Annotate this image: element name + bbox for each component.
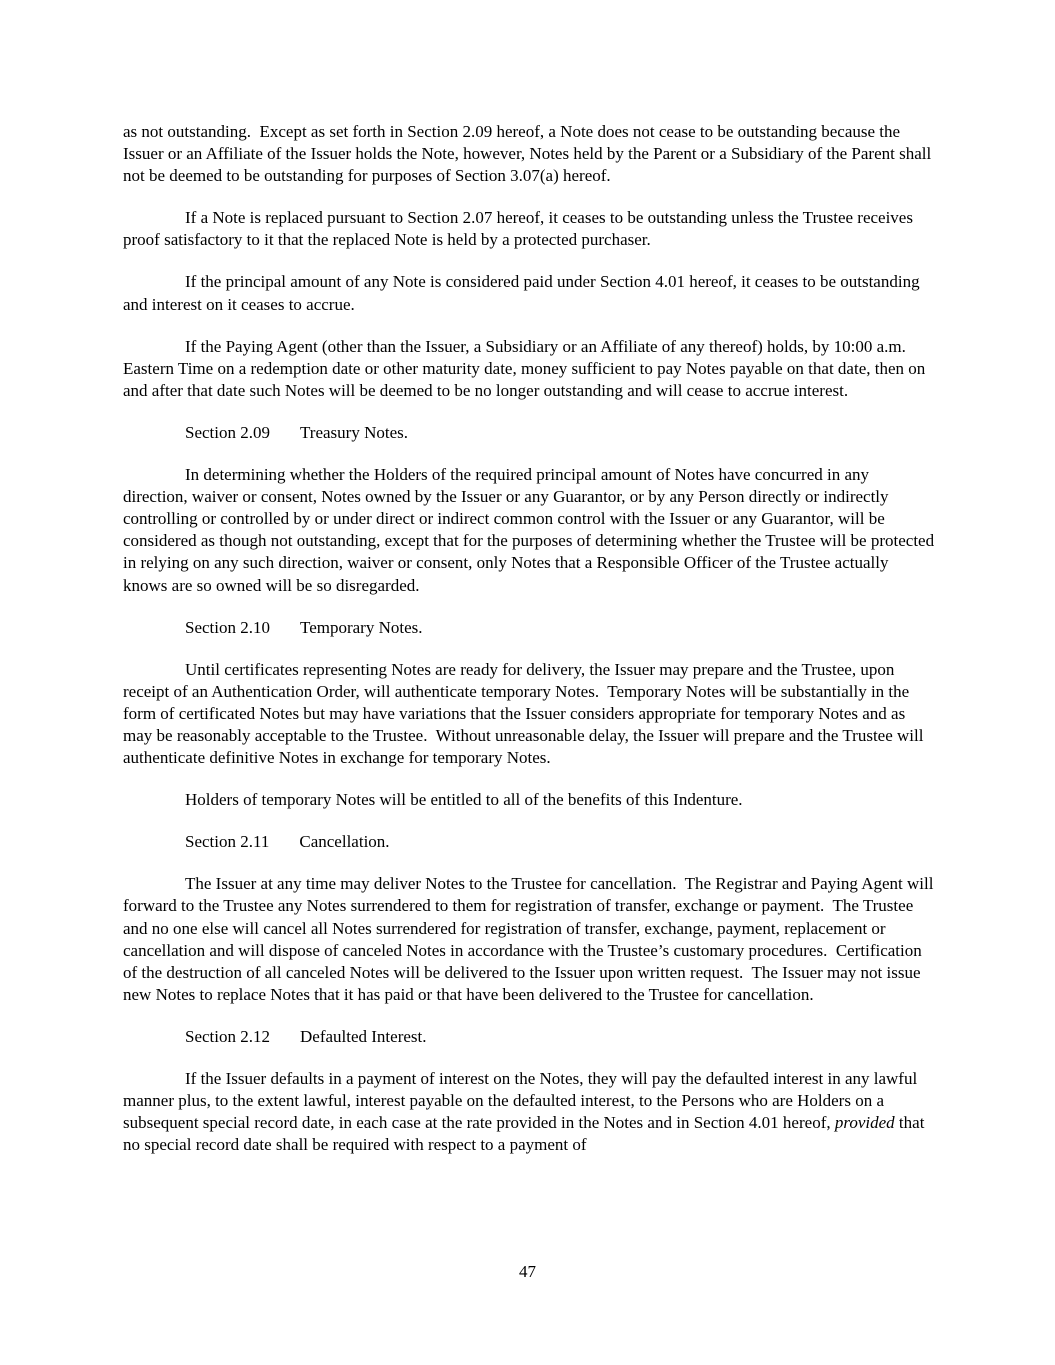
paragraph-treasury-notes: In determining whether the Holders of the required principal amount of Notes have concurred in any direction, waiver or consent, Notes owned by the Issuer or any Guarantor, or by any Person directly or indirectly controlling or controlled by or under direct or indirect common control with the Issuer or any Guarantor, will be considered as though not outstanding, except that for the purposes of determining whether the Trustee will be protected in relying on any such direction, waiver or consent, only Notes that a Responsible Officer of the Trustee actually knows are so owned will be so disregarded.	[123, 465, 939, 595]
section-title: Temporary Notes.	[300, 617, 423, 637]
paragraph-replaced-note: If a Note is replaced pursuant to Section 2.07 hereof, it ceases to be outstanding unless the Trustee receives proof satisfactory to it that the replaced Note is held by a protected purchaser.	[123, 208, 918, 250]
section-heading-2-11	[123, 831, 935, 853]
paragraph-paying-agent: If the Paying Agent (other than the Issuer, a Subsidiary or an Affiliate of any thereof) holds, by 10:00 a.m. Eastern Time on a redemption date or other maturity date, money sufficient to pay Notes payable on that date, then on and after that date such Notes will be deemed to be no longer outstanding and will cease to accrue interest.	[123, 336, 930, 400]
section-heading-2-12	[123, 1026, 935, 1048]
section-heading-2-10	[123, 617, 935, 639]
section-number: Section 2.09	[185, 422, 270, 442]
section-number: Section 2.12	[185, 1026, 270, 1046]
paragraph-cancellation: The Issuer at any time may deliver Notes to the Trustee for cancellation. The Registrar and Paying Agent will forward to the Trustee any Notes surrendered to them for registration of transfer, exchange or payment. The Trustee and no one else will cancel all Notes surrendered for registration of transfer, exchange, payment, replacement or cancellation and will dispose of canceled Notes in accordance with the Trustee’s customary procedures. Certification of the destruction of all canceled Notes will be delivered to the Issuer upon written request. The Issuer may not issue new Notes to replace Notes that it has paid or that have been delivered to the Trustee for cancellation.	[123, 874, 938, 1004]
section-title: Cancellation.	[299, 832, 390, 852]
paragraph-temporary-notes: Until certificates representing Notes are ready for delivery, the Issuer may prepare and the Trustee, upon receipt of an Authentication Order, will authenticate temporary Notes. Temporary Notes will be substantially in the form of certificated Notes but may have variations that the Issuer considers appropriate for temporary Notes and as may be reasonably acceptable to the Trustee. Without unreasonable delay, the Issuer will prepare and the Trustee will authenticate definitive Notes in exchange for temporary Notes.	[123, 659, 928, 768]
section-number: Section 2.10	[185, 617, 270, 637]
paragraph-holders-temporary: Holders of temporary Notes will be entitled to all of the benefits of this Indenture.	[185, 790, 743, 810]
document-body	[123, 121, 939, 1176]
page-number: 47	[519, 1262, 536, 1281]
section-number: Section 2.11	[185, 832, 270, 852]
paragraph-defaulted-interest	[123, 1068, 935, 1156]
paragraph-outstanding-continuation: as not outstanding. Except as set forth in Section 2.09 hereof, a Note does not cease to be outstanding because the Issuer or an Affiliate of the Issuer holds the Note, however, Notes held by the Parent or a Subsidiary of the Parent shall not be deemed to be outstanding for purposes of Section 3.07(a) hereof.	[123, 122, 936, 186]
paragraph-principal-paid: If the principal amount of any Note is considered paid under Section 4.01 hereof, it ceases to be outstanding and interest on it ceases to accrue.	[123, 272, 924, 314]
section-title: Treasury Notes.	[300, 422, 408, 442]
paragraph-text-before: If the Issuer defaults in a payment of interest on the Notes, they will pay the defaulted interest in any lawful manner plus, to the extent lawful, interest payable on the defaulted interest, to the Persons who are Holders on a subsequent special record date, in each case at the rate provided in the Notes and in Section 4.01 hereof,	[123, 1069, 922, 1133]
paragraph-text-after: that no special record date shall be required with respect to a payment of	[123, 1113, 929, 1155]
italic-provided: provided	[834, 1113, 895, 1133]
section-title: Defaulted Interest.	[300, 1026, 427, 1046]
section-heading-2-09	[123, 422, 935, 444]
